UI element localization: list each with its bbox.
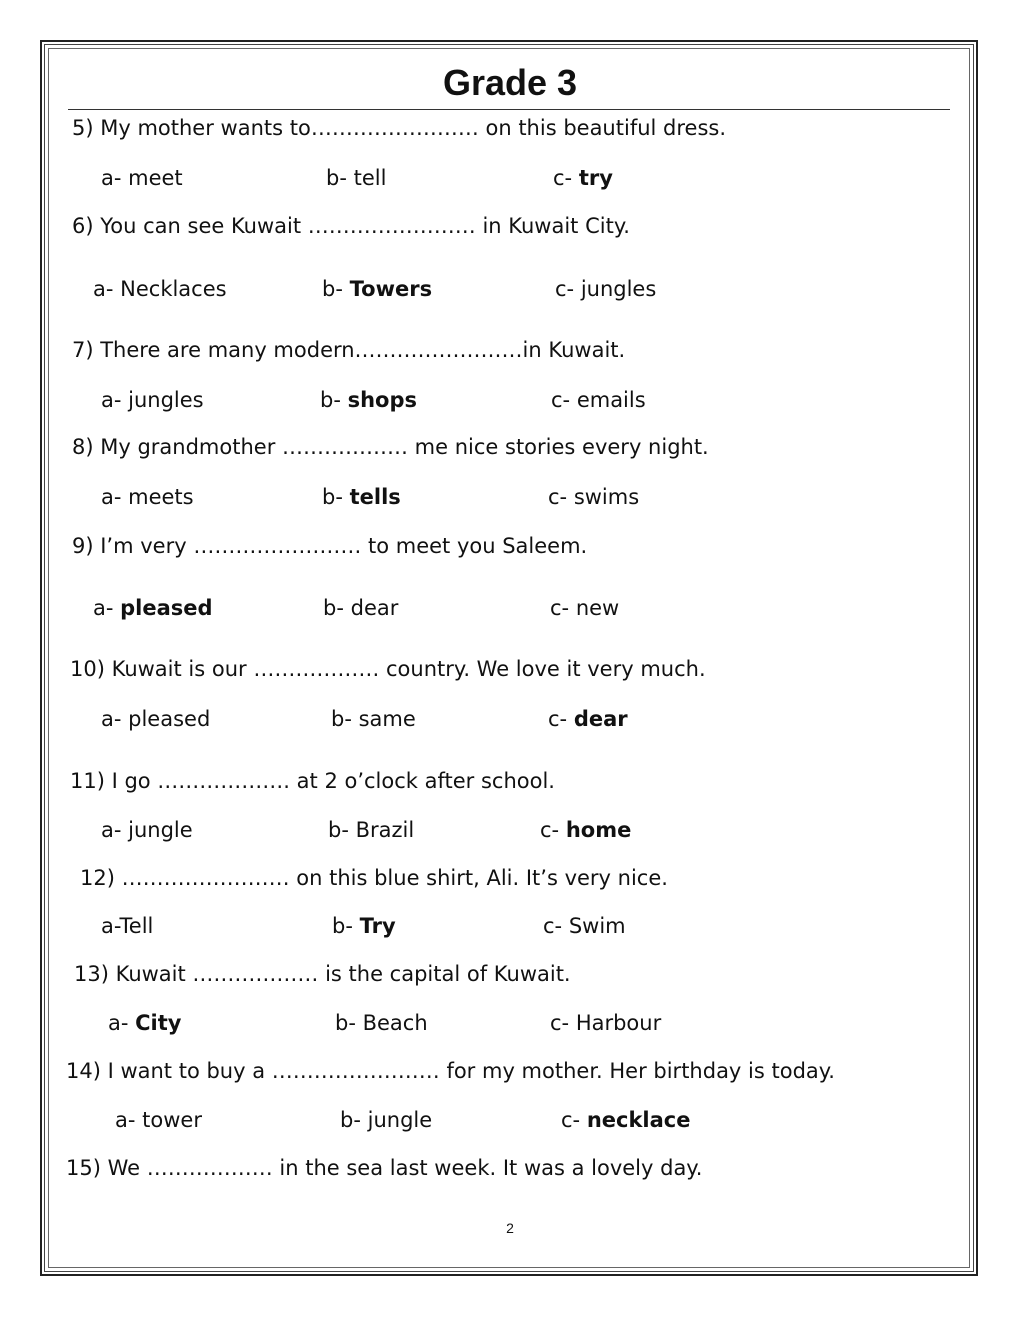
question-13: 13) Kuwait ……………… is the capital of Kuwait. bbox=[74, 962, 571, 986]
option-9a: a- pleased bbox=[93, 596, 213, 620]
option-9c: c- new bbox=[550, 596, 620, 620]
option-10b: b- same bbox=[331, 707, 416, 731]
option-9b: b- dear bbox=[323, 596, 399, 620]
option-5a: a- meet bbox=[101, 166, 183, 190]
option-8b: b- tells bbox=[322, 485, 401, 509]
option-14c: c- necklace bbox=[561, 1108, 691, 1132]
page-number: 2 bbox=[506, 1220, 514, 1236]
option-11a: a- jungle bbox=[101, 818, 193, 842]
question-11: 11) I go ………………. at 2 o’clock after school. bbox=[70, 769, 555, 793]
question-8: 8) My grandmother ……………… me nice stories every night. bbox=[72, 435, 709, 459]
option-6c: c- jungles bbox=[555, 277, 657, 301]
option-5c: c- try bbox=[553, 166, 613, 190]
title-underline bbox=[68, 109, 950, 110]
option-12b: b- Try bbox=[332, 914, 396, 938]
question-10: 10) Kuwait is our ……………… country. We love it very much. bbox=[70, 657, 706, 681]
question-14: 14) I want to buy a …………………… for my mother. Her birthday is today. bbox=[66, 1059, 835, 1083]
option-13a: a- City bbox=[108, 1011, 182, 1035]
option-14a: a- tower bbox=[115, 1108, 202, 1132]
option-12c: c- Swim bbox=[543, 914, 626, 938]
option-12a: a-Tell bbox=[101, 914, 154, 938]
option-11c: c- home bbox=[540, 818, 632, 842]
option-14b: b- jungle bbox=[340, 1108, 433, 1132]
option-7b: b- shops bbox=[320, 388, 418, 412]
option-8c: c- swims bbox=[548, 485, 640, 509]
option-11b: b- Brazil bbox=[328, 818, 415, 842]
option-7c: c- emails bbox=[551, 388, 646, 412]
option-13c: c- Harbour bbox=[550, 1011, 662, 1035]
option-6b: b- Towers bbox=[322, 277, 433, 301]
question-15: 15) We ……………… in the sea last week. It was a lovely day. bbox=[66, 1156, 703, 1180]
option-10a: a- pleased bbox=[101, 707, 211, 731]
option-8a: a- meets bbox=[101, 485, 194, 509]
question-12: 12) …………………… on this blue shirt, Ali. It’s very nice. bbox=[80, 866, 668, 890]
option-7a: a- jungles bbox=[101, 388, 204, 412]
option-10c: c- dear bbox=[548, 707, 628, 731]
question-7: 7) There are many modern……………………in Kuwait. bbox=[72, 338, 626, 362]
option-13b: b- Beach bbox=[335, 1011, 428, 1035]
option-5b: b- tell bbox=[326, 166, 387, 190]
question-9: 9) I’m very …………………… to meet you Saleem. bbox=[72, 534, 588, 558]
question-6: 6) You can see Kuwait …………………… in Kuwait City. bbox=[72, 214, 630, 238]
option-6a: a- Necklaces bbox=[93, 277, 227, 301]
question-5: 5) My mother wants to…………………… on this beautiful dress. bbox=[72, 116, 727, 140]
page-title: Grade 3 bbox=[442, 62, 578, 103]
